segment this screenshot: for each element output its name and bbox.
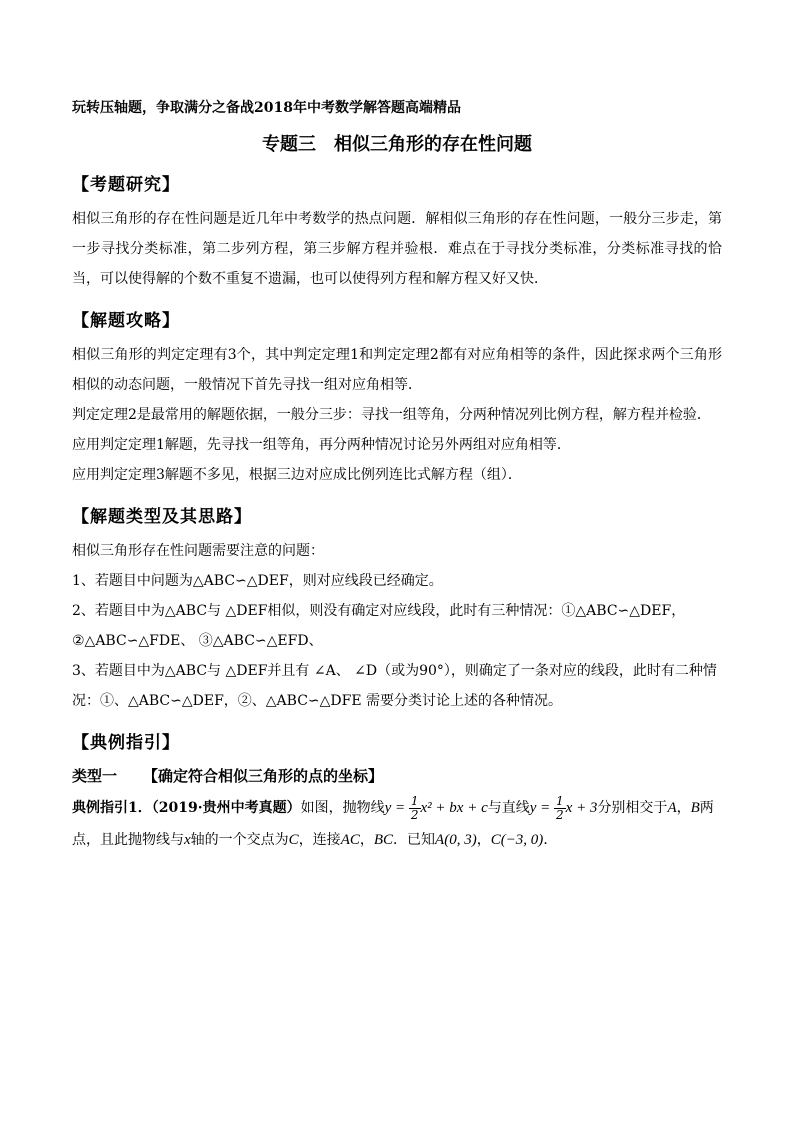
types-item-3-line-1: 3、若题目中为△ABC与 △DEF并且有 ∠A、 ∠D（或为90°），则确定了一条对应的线段，此时有二种情 (72, 663, 717, 679)
line-fraction-denominator: 2 (556, 807, 564, 822)
line-equation-lhs: y = (529, 800, 555, 816)
x-axis-symbol: x (184, 832, 191, 848)
example-text-4: 两 (699, 800, 714, 816)
example-text-1: 如图，抛物线 (300, 800, 385, 816)
example-problem-line-1 (72, 790, 722, 826)
example-line2-text-e: ．已知 (393, 832, 436, 848)
parabola-fraction (409, 795, 421, 822)
example-text-3: 分别相交于 (597, 800, 668, 816)
types-item-2-line-1: 2、若题目中为△ABC与 △DEF相似，则没有确定对应线段，此时有三种情况：①△ABC∽△DEF， (72, 603, 686, 619)
point-c-label: C (288, 832, 299, 848)
point-b-label: B (690, 800, 700, 816)
example-prefix: 典例指引1． (72, 800, 152, 816)
parabola-fraction-denominator: 2 (410, 807, 419, 822)
segment-bc-label: BC (373, 832, 394, 848)
types-item-3-line-2: 况：①、△ABC∽△DEF，②、△ABC∽△DFE 需要分类讨论上述的各种情况。 (72, 693, 563, 709)
parabola-equation-lhs: y = (384, 800, 409, 816)
example-line2-text-a: 点，且此抛物线与 (72, 832, 184, 848)
example-source: （2019·贵州中考真题） (151, 800, 301, 816)
example-line2-text-c: ，连接 (298, 832, 341, 848)
section-heading-research: 【考题研究】 (72, 175, 180, 195)
line-fraction (554, 795, 566, 822)
point-a-coordinates: A(0, 3) (435, 832, 477, 848)
example-line2-text-b: 轴的一个交点为 (190, 832, 289, 848)
types-item-2-line-2: ②△ABC∽△FDE、 ③△ABC∽△EFD、 (72, 633, 323, 649)
document-header: 玩转压轴题，争取满分之备战2018年中考数学解答题高端精品 (72, 100, 461, 116)
example-line2-text-d: ， (359, 832, 374, 848)
page-title: 专题三 相似三角形的存在性问题 (262, 134, 532, 155)
point-c-coordinates: C(−3, 0) (490, 832, 544, 848)
section-heading-strategy: 【解题攻略】 (72, 311, 180, 331)
section-heading-examples: 【典例指引】 (72, 733, 180, 753)
strategy-paragraph-3: 应用判定定理1解题，先寻找一组等角，再分两种情况讨论另外两组对应角相等． (72, 437, 571, 453)
segment-ac-label: AC (340, 832, 360, 848)
example-problem-line-2 (72, 822, 722, 858)
strategy-paragraph-2: 判定定理2是最常用的解题依据，一般分三步：寻找一组等角，分两种情况列比例方程，解方程并检验． (72, 407, 711, 423)
document-page (72, 98, 722, 858)
line-fraction-numerator: 1 (556, 793, 564, 808)
example-line2-text-g: ． (543, 832, 558, 848)
example-type-title: 【确定符合相似三角形的点的坐标】 (143, 767, 384, 785)
parabola-fraction-numerator: 1 (410, 793, 419, 808)
point-a-label: A (667, 800, 677, 816)
example-type-label: 类型一 (72, 767, 118, 785)
example-line2-text-f: ， (476, 832, 491, 848)
research-paragraph: 相似三角形的存在性问题是近几年中考数学的热点问题．解相似三角形的存在性问题，一般分三步走，第一步寻找分类标准，第二步列方程，第三步解方程并验根．难点在于寻找分类标准，分类标准寻找的恰当，可以使得解的个数不重复不遗漏，也可以使得列方程和解方程又好又快． (72, 211, 722, 287)
example-type-line (72, 762, 722, 790)
strategy-paragraph-1: 相似三角形的判定定理有3个，其中判定定理1和判定定理2都有对应角相等的条件，因此探求两个三角形相似的动态问题，一般情况下首先寻找一组对应角相等． (72, 347, 722, 393)
parabola-equation-rhs: x² + bx + c (420, 800, 488, 816)
line-equation-rhs: x + 3 (565, 800, 598, 816)
strategy-paragraph-4: 应用判定定理3解题不多见，根据三边对应成比例列连比式解方程（组）． (72, 467, 522, 483)
example-separator: ， (676, 800, 691, 816)
types-item-1: 1、若题目中问题为△ABC∽△DEF，则对应线段已经确定。 (72, 573, 443, 589)
types-intro: 相似三角形存在性问题需要注意的问题： (72, 543, 324, 559)
section-heading-types: 【解题类型及其思路】 (72, 507, 252, 527)
example-text-2: 与直线 (487, 800, 530, 816)
